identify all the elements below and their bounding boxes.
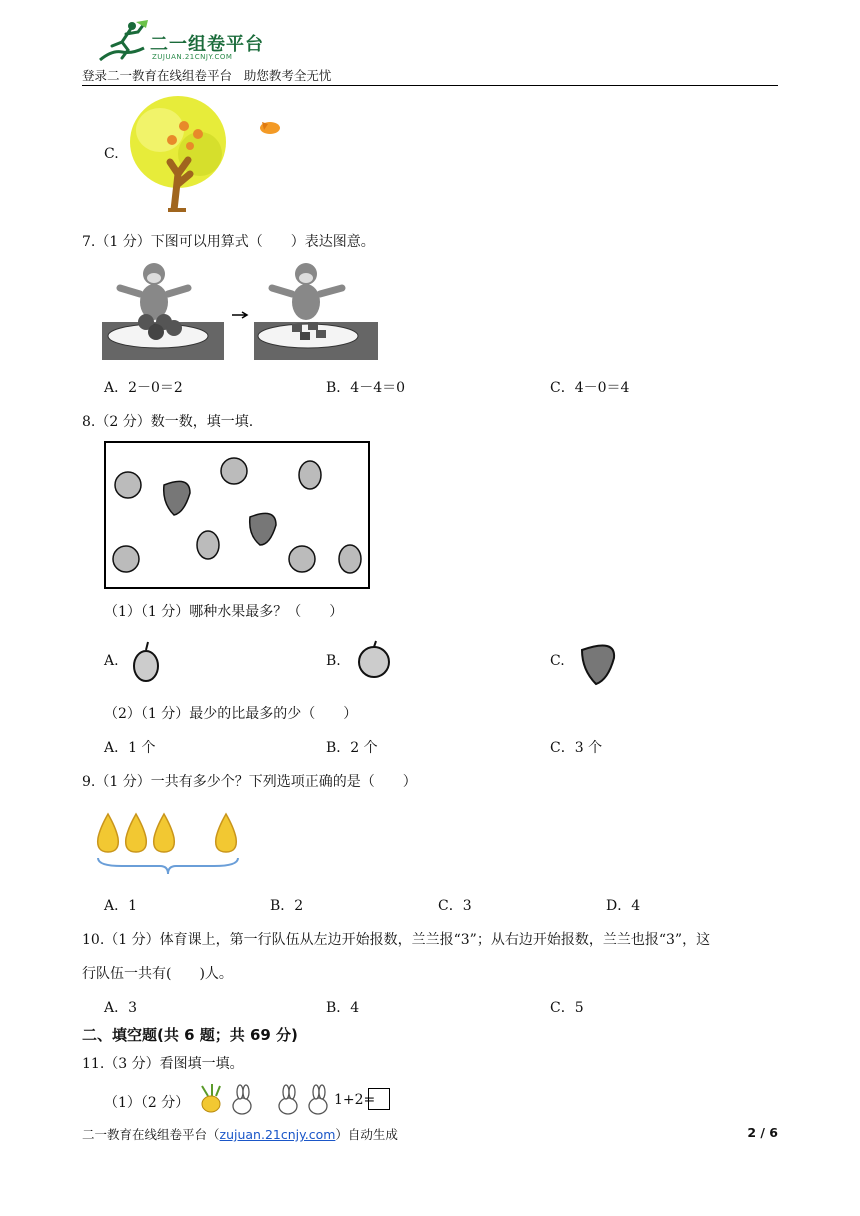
q9-option-b[interactable]: B．2	[270, 898, 304, 914]
q8-sub1-stem: （1）（1 分）哪种水果最多？（ ）	[104, 604, 344, 620]
q11-equation: 1+2=	[334, 1092, 376, 1108]
q9-option-a[interactable]: A．1	[104, 898, 138, 914]
page-number: 2 / 6	[747, 1125, 778, 1140]
monkey-peaches-image	[102, 260, 378, 360]
q11-stem: 11.（3 分）看图填一填。	[82, 1056, 244, 1072]
q8-sub1-option-a[interactable]: A.	[104, 653, 119, 669]
q8-sub2-option-b[interactable]: B．2 个	[326, 740, 378, 756]
q10-option-b[interactable]: B．4	[326, 1000, 360, 1016]
q10-stem-line1: 10.（1 分）体育课上，第一行队伍从左边开始报数，兰兰报“3”；从右边开始报数，兰兰也报“3”，这	[82, 932, 711, 948]
q8-sub1-option-b[interactable]: B.	[326, 653, 341, 669]
q9-option-d[interactable]: D．4	[606, 898, 641, 914]
q7-option-a[interactable]: A．2－0＝2	[104, 380, 183, 396]
header	[82, 18, 778, 88]
footer-prefix: 二一教育在线组卷平台（	[82, 1127, 220, 1142]
q9-stem: 9.（1 分）一共有多少个？下列选项正确的是（ ）	[82, 774, 417, 790]
pears-brace-image	[92, 808, 244, 880]
q8-sub2-option-c[interactable]: C．3 个	[550, 740, 603, 756]
q10-stem-line2: 行队伍一共有( )人。	[82, 966, 233, 982]
footer-suffix: ）自动生成	[335, 1127, 398, 1142]
logo-runner-icon	[92, 20, 152, 62]
q8-stem: 8.（2 分）数一数，填一填.	[82, 414, 254, 430]
radish-rabbits-image	[194, 1082, 336, 1118]
tree-birds-image	[128, 94, 288, 212]
q6-option-c-label: C.	[104, 146, 119, 162]
q7-option-c[interactable]: C．4－0＝4	[550, 380, 630, 396]
logo-subtext: ZUJUAN.21CNJY.COM	[152, 53, 233, 61]
section-title: 二、填空题(共 6 题；共 69 分)	[82, 1026, 298, 1044]
q9-option-c[interactable]: C．3	[438, 898, 472, 914]
header-divider	[82, 85, 778, 86]
footer-link[interactable]: zujuan.21cnjy.com	[219, 1127, 336, 1142]
pear-icon	[128, 636, 164, 684]
q10-option-a[interactable]: A．3	[104, 1000, 138, 1016]
q11-sub1-stem: （1）（2 分）	[104, 1095, 190, 1111]
header-tagline: 登录二一教育在线组卷平台 助您教考全无忧	[82, 68, 332, 83]
strawberry-icon	[576, 634, 620, 688]
q8-sub2-option-a[interactable]: A．1 个	[104, 740, 156, 756]
q7-option-b[interactable]: B．4－4＝0	[326, 380, 406, 396]
fruit-counting-image	[104, 441, 370, 589]
answer-box[interactable]	[368, 1088, 390, 1110]
q8-sub1-option-c[interactable]: C.	[550, 653, 565, 669]
apple-icon	[354, 638, 394, 682]
logo-text: 二一组卷平台	[150, 34, 264, 55]
q7-stem: 7.（1 分）下图可以用算式（ ）表达图意。	[82, 234, 375, 250]
footer-source	[82, 1125, 398, 1143]
q8-sub2-stem: （2）（1 分）最少的比最多的少（ ）	[104, 706, 358, 722]
q10-option-c[interactable]: C．5	[550, 1000, 584, 1016]
